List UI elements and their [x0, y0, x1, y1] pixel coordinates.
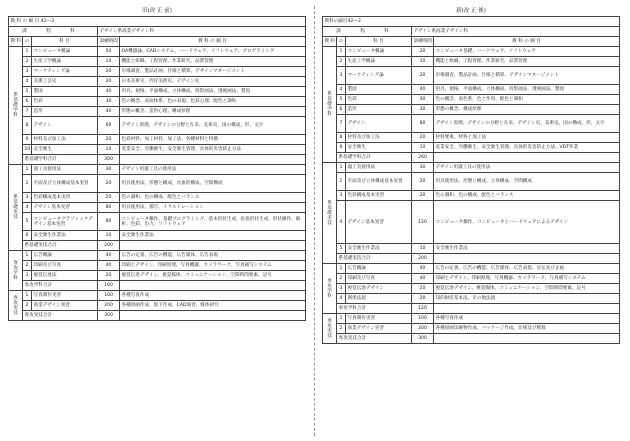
training-hours: 30 [412, 105, 434, 115]
subject-name: 色彩構成基本実習 [346, 191, 412, 201]
row-number: 2 [23, 57, 32, 67]
subject-name: 材料及び加工法 [346, 133, 412, 143]
table-row [323, 201, 620, 244]
training-hours: 20 [412, 67, 434, 85]
row-number: 1 [337, 264, 346, 274]
course-label: 課 程 科 [323, 27, 412, 37]
training-hours: 10 [412, 244, 434, 254]
training-hours: 20 [98, 135, 120, 145]
subtotal-row [323, 334, 620, 344]
table-row [9, 213, 306, 231]
row-number: 4 [337, 201, 346, 244]
row-number: 1 [337, 47, 346, 57]
subject-name: コンピュータ概論 [32, 47, 98, 57]
subject-detail: 形態の概念、構成原理 [434, 105, 620, 115]
subject-detail: 各種写真作成 [434, 314, 620, 324]
subject-name: 製図 [32, 87, 98, 97]
subject-detail: 形態の概念、造形心理、構成原理 [120, 107, 306, 117]
subject-name: 広告概論 [32, 251, 98, 261]
subtotal-label: 系基礎実技合計 [23, 241, 98, 251]
subject-detail: 各種原画印刷物作成、パッケージ作成、仕様及び積算 [434, 324, 620, 334]
subject-detail: 用具、規格、平面構成、立体構成、投影画法、透視画法、製図 [434, 85, 620, 95]
table-row [9, 57, 306, 67]
training-hours: 200 [98, 301, 120, 311]
group-name: 系基礎実技 [327, 200, 332, 226]
table-row [323, 47, 620, 57]
row-number: 4 [23, 203, 32, 213]
subtotal-row [9, 241, 306, 251]
subject-name: 関係法規 [346, 294, 412, 304]
panel-title: 旧(改 正 前) [142, 8, 172, 14]
subject-name: 色彩 [32, 97, 98, 107]
subject-detail: 色の概念、表色系、色と作用、配色と調和 [434, 95, 620, 105]
group-label [323, 264, 337, 314]
subtotal-row [9, 281, 306, 291]
subject-name: 安全衛生 [346, 143, 412, 153]
training-hours: 20 [98, 67, 120, 77]
group-label [9, 47, 23, 165]
training-hours: 100 [412, 314, 434, 324]
subtotal-empty [120, 281, 306, 291]
row-number: 1 [23, 47, 32, 57]
subject-detail: 市場調査、製品計画、仕様と積算、デザインマネージメント [434, 67, 620, 85]
subtotal-row [323, 254, 620, 264]
training-hours: 10 [412, 57, 434, 67]
subject-detail: 市場調査、製品計画、仕様と積算、デザインマネージメント [120, 67, 306, 77]
subtotal-label: 専攻学科合計 [337, 304, 412, 314]
training-hours: 80 [98, 203, 120, 213]
row-number: 7 [23, 107, 32, 117]
training-hours: 20 [98, 175, 120, 193]
subject-name: 器工具使用法 [32, 165, 98, 175]
subject-name: 視覚伝達法 [32, 271, 98, 281]
subject-detail: 知的財産基本法、その他法規 [434, 294, 620, 304]
training-hours: 10 [98, 57, 120, 67]
subject-detail: OA機器論、CADシステム、ハードウェア、ソフトウェア、プログラミング [120, 47, 306, 57]
row-number: 8 [337, 133, 346, 143]
subject-detail: デザイン用器工具の使用法 [434, 163, 620, 173]
subtotal-hours: 260 [412, 153, 434, 163]
row-number: 5 [23, 87, 32, 97]
subject-detail: 用具、規格、平面構成、立体構成、投影画法、透視画法、製図 [120, 87, 306, 97]
training-hours: 30 [412, 163, 434, 173]
subject-detail: 機能と組織、工程管理、作業研究、品質管理 [434, 57, 620, 67]
subtotal-row [9, 155, 306, 165]
training-hours: 20 [412, 173, 434, 191]
subtotal-row [323, 153, 620, 163]
curriculum-table [8, 16, 306, 321]
table-row [323, 173, 620, 191]
subtotal-label: 系基礎学科合計 [23, 155, 98, 165]
panel-title: 新(改 正 後) [456, 8, 486, 14]
row-number: 2 [23, 261, 32, 271]
subject-detail: 広告の定義、広告の機能、広告媒体、広告表現、宣伝及び企画 [434, 264, 620, 274]
row-number: 6 [23, 231, 32, 241]
row-number: 10 [23, 145, 32, 155]
group-label [9, 165, 23, 251]
subtotal-label: 専攻学科合計 [23, 281, 98, 291]
row-number: 3 [337, 284, 346, 294]
training-hours: 200 [412, 324, 434, 334]
subtotal-hours: 200 [98, 241, 120, 251]
table-row [9, 291, 306, 301]
header-cell: 訓練時間 [412, 37, 434, 47]
table-row [323, 85, 620, 95]
course-value: デザイン系商業デザイン科 [98, 27, 306, 37]
subject-name: 平面及び立体構成基本実習 [32, 175, 98, 193]
header-row [323, 37, 620, 47]
header-cell: 教 科 [323, 37, 337, 47]
subtotal-row [323, 304, 620, 314]
group-label [9, 251, 23, 291]
subject-detail: 機能と組織、工程管理、作業研究、品質管理 [120, 57, 306, 67]
subtotal-row [9, 311, 306, 321]
subject-detail: 各種原画作成、版下作成、CAD演習、媒体研究 [120, 301, 306, 311]
meta-label: 教科の細目42―3 [323, 17, 620, 27]
subject-detail: 色の調和、色の構成、配色とバランス [434, 191, 620, 201]
subject-name: 商業デザイン実習 [32, 301, 98, 311]
row-number: 3 [23, 67, 32, 77]
subject-name: 印刷及び写真 [32, 261, 98, 271]
subject-detail: 産業安全、労働衛生、安全衛生管理、具体的災害防止方法 [120, 145, 306, 155]
table-row [9, 87, 306, 97]
training-hours: 40 [412, 274, 434, 284]
group-name: 系基礎学科 [327, 92, 332, 117]
row-number: 9 [23, 135, 32, 145]
table-row [9, 251, 306, 261]
subtotal-empty [120, 155, 306, 165]
table-row [323, 274, 620, 284]
row-number: 3 [23, 271, 32, 281]
row-number: 3 [23, 193, 32, 203]
subtotal-hours: 120 [412, 304, 434, 314]
subtotal-hours: 300 [98, 311, 120, 321]
subject-name: 安全衛生 [32, 145, 98, 155]
table-row [9, 193, 306, 203]
training-hours: 40 [98, 261, 120, 271]
subtotal-empty [120, 311, 306, 321]
row-number: 5 [337, 95, 346, 105]
subject-name: デザイン [32, 117, 98, 135]
header-cell: 教 科 [9, 37, 23, 47]
subject-detail: 日本美術史、西洋美術史、デザイン史 [120, 77, 306, 87]
header-cell: 訓練時間 [98, 37, 120, 47]
table-row [9, 47, 306, 57]
subject-detail: 色彩材料、加工材料、加工法、各種材料と特徴 [120, 135, 306, 145]
subject-name: 平面及び立体構成基本実習 [346, 173, 412, 191]
subject-name: 造形 [32, 107, 98, 117]
subject-name: 製図 [346, 85, 412, 95]
subject-detail: 広告の定義、広告の機能、広告媒体、広告表現 [120, 251, 306, 261]
table-row [323, 314, 620, 324]
table-row [323, 191, 620, 201]
training-hours: 30 [98, 165, 120, 175]
subtotal-hours: 100 [98, 281, 120, 291]
training-hours: 30 [98, 97, 120, 107]
subject-detail: 視覚伝達デザイン、視覚媒体、コミュニケーション、空間時間要素、記号 [120, 271, 306, 281]
training-hours: 10 [412, 143, 434, 153]
subject-detail: コンピュータ操作、基礎プログラミング、基本形状生成、拡張形状生成、形状操作、解析、色彩、出力、ソフトウェア [120, 213, 306, 231]
subtotal-empty [434, 334, 620, 344]
subject-name: コンピュータ概論 [346, 47, 412, 57]
page-divider [314, 6, 315, 436]
row-number: 1 [23, 165, 32, 175]
row-number: 1 [23, 251, 32, 261]
course-row [9, 27, 306, 37]
subtotal-empty [120, 241, 306, 251]
panel-new [322, 6, 620, 344]
table-row [323, 324, 620, 334]
row-number: 1 [23, 291, 32, 301]
subject-detail: 印刷とデザイン、印刷原理、写真機器、カメラワーク、写真補写システム [434, 274, 620, 284]
subject-name: 色彩構成基本実習 [32, 193, 98, 203]
table-row [9, 261, 306, 271]
subtotal-empty [434, 304, 620, 314]
subject-name: 色彩 [346, 95, 412, 105]
header-cell: 科 目 [346, 37, 412, 47]
training-hours: 50 [98, 47, 120, 57]
subject-name: 造形 [346, 105, 412, 115]
training-hours: 20 [98, 77, 120, 87]
table-row [323, 95, 620, 105]
group-name: 系基礎実技 [13, 195, 18, 220]
subject-detail: デザイン用器工具の使用法 [120, 165, 306, 175]
row-number: 4 [337, 85, 346, 95]
row-number: 9 [337, 143, 346, 153]
subject-name: 器工具使用法 [346, 163, 412, 173]
row-number: 6 [23, 97, 32, 107]
subject-detail: デザイン原理、デザインの分野と在来、デザイン史、美術史、国の構成、形、文字 [434, 115, 620, 133]
subject-detail: 視覚伝達デザイン、視覚媒体、コミュニケーション、空間時間要素、記号 [434, 284, 620, 294]
table-row [9, 97, 306, 107]
meta-row [9, 17, 306, 27]
subtotal-empty [434, 153, 620, 163]
table-row [323, 163, 620, 173]
subject-detail: 各種写真作成 [120, 291, 306, 301]
meta-label: 教 科 の 細 目 42―3 [9, 17, 306, 27]
group-name: 系基礎学科 [13, 93, 18, 118]
curriculum-table [322, 16, 620, 344]
header-cell: の [23, 37, 32, 47]
subject-name: 写真制作実習 [32, 291, 98, 301]
table-row [323, 133, 620, 143]
row-number: 4 [337, 294, 346, 304]
course-label: 課 程 科 [9, 27, 98, 37]
subtotal-hours: 300 [412, 334, 434, 344]
subject-detail: 安全衛生作業法 [120, 231, 306, 241]
subject-name: 生産工学概論 [346, 57, 412, 67]
subject-name: 広告概論 [346, 264, 412, 274]
subject-name: 安全衛生作業法 [32, 231, 98, 241]
row-number: 2 [337, 274, 346, 284]
table-row [9, 77, 306, 87]
row-number: 3 [337, 67, 346, 85]
group-name: 専攻学科 [13, 260, 18, 281]
subject-name: デザイン基本実習 [346, 201, 412, 244]
table-row [323, 264, 620, 274]
row-number: 8 [23, 117, 32, 135]
subject-detail: 色の調和、色の構成、配色とバランス [120, 193, 306, 203]
header-cell: 教 科 の 細 目 [434, 37, 620, 47]
header-cell: の [337, 37, 346, 47]
row-number: 6 [337, 105, 346, 115]
training-hours: 120 [412, 201, 434, 244]
header-cell: 科 目 [32, 37, 98, 47]
subject-detail: 材料要素、材料と加工法 [434, 133, 620, 143]
training-hours: 40 [98, 107, 120, 117]
group-name: 専攻実技 [13, 295, 18, 316]
course-row [323, 27, 620, 37]
table-row [9, 107, 306, 117]
row-number: 2 [337, 173, 346, 191]
table-row [323, 105, 620, 115]
subject-detail: 用具使用法、形態と構成、立体構成、空間構成 [434, 173, 620, 191]
table-row [323, 244, 620, 254]
subtotal-label: 専攻実技合計 [337, 334, 412, 344]
row-number: 2 [337, 324, 346, 334]
group-label [323, 163, 337, 264]
training-hours: 10 [98, 145, 120, 155]
table-row [323, 143, 620, 153]
training-hours: 30 [412, 95, 434, 105]
subject-detail: 色の概念、表面体系、色の表現、色彩心理、配色と調和 [120, 97, 306, 107]
group-label [323, 314, 337, 344]
table-row [323, 115, 620, 133]
row-number: 7 [337, 115, 346, 133]
subject-name: 商業デザイン実習 [346, 324, 412, 334]
table-row [9, 135, 306, 145]
subject-detail: 安全衛生作業法 [434, 244, 620, 254]
group-label [323, 47, 337, 163]
subject-name: 安全衛生作業法 [346, 244, 412, 254]
subject-name: 材料及び加工法 [32, 135, 98, 145]
training-hours: 80 [98, 213, 120, 231]
training-hours: 100 [98, 291, 120, 301]
subtotal-label: 専攻実技合計 [23, 311, 98, 321]
training-hours: 20 [412, 133, 434, 143]
subject-detail: コンピュータ基礎、ハードウェア、ソフトウェア [434, 47, 620, 57]
table-row [323, 57, 620, 67]
subtotal-empty [434, 254, 620, 264]
header-cell: 教 科 の 細 目 [120, 37, 306, 47]
table-row [9, 203, 306, 213]
training-hours: 20 [412, 47, 434, 57]
row-number: 3 [337, 191, 346, 201]
subject-name: 美術工芸史 [32, 77, 98, 87]
subtotal-label: 系基礎実技合計 [337, 254, 412, 264]
subject-name: マーケティング論 [346, 67, 412, 85]
subject-name: マーケティング論 [32, 67, 98, 77]
table-row [9, 145, 306, 155]
table-row [9, 117, 306, 135]
subtotal-hours: 200 [412, 254, 434, 264]
table-row [9, 231, 306, 241]
row-number: 2 [23, 175, 32, 193]
training-hours: 20 [412, 191, 434, 201]
training-hours: 40 [412, 264, 434, 274]
panel-old [8, 6, 306, 321]
group-name: 専攻学科 [327, 278, 332, 299]
training-hours: 20 [412, 294, 434, 304]
group-label [9, 291, 23, 321]
row-number: 2 [337, 57, 346, 67]
meta-row [323, 17, 620, 27]
course-value: デザイン系商業デザイン科 [412, 27, 620, 37]
training-hours: 80 [412, 115, 434, 133]
subject-name: 生産工学概論 [32, 57, 98, 67]
training-hours: 20 [98, 193, 120, 203]
group-name: 専攻実技 [327, 318, 332, 339]
subtotal-hours: 300 [98, 155, 120, 165]
table-row [323, 294, 620, 304]
table-row [9, 301, 306, 311]
row-number: 5 [23, 213, 32, 231]
table-row [9, 175, 306, 193]
subject-detail: 印刷とデザイン、印刷原理、写真機器、カメラワーク、写真補写システム [120, 261, 306, 271]
table-row [9, 165, 306, 175]
subject-name: 視覚伝達デザイン [346, 284, 412, 294]
row-number: 1 [337, 163, 346, 173]
subject-detail: コンピュータ操作、コンピュータとハードウェアによるデザイン [434, 201, 620, 244]
row-number: 4 [23, 77, 32, 87]
training-hours: 20 [98, 271, 120, 281]
subject-name: コンピュータグラフィックデザイン基本実習 [32, 213, 98, 231]
training-hours: 40 [98, 251, 120, 261]
training-hours: 40 [98, 87, 120, 97]
table-row [323, 67, 620, 85]
training-hours: 10 [98, 231, 120, 241]
subject-name: デザイン [346, 115, 412, 133]
table-row [9, 271, 306, 281]
training-hours: 60 [98, 117, 120, 135]
subject-detail: 用具使用法、形態と構成、具象的構成、空間構成 [120, 175, 306, 193]
subject-detail: 産業安全、労働衛生、安全衛生管理、具体的災害防止方法、VDT作業 [434, 143, 620, 153]
subject-name: 印刷及び写真 [346, 274, 412, 284]
subject-name: デザイン基本実習 [32, 203, 98, 213]
table-row [9, 67, 306, 77]
row-number: 1 [337, 314, 346, 324]
training-hours: 20 [412, 284, 434, 294]
row-number: 5 [337, 244, 346, 254]
subject-detail: 用具使用法、描写、イラストレーション [120, 203, 306, 213]
subject-detail: デザイン原理、デザインの分野と在来、美術史、国の構成、形、文字 [120, 117, 306, 135]
header-row [9, 37, 306, 47]
row-number: 2 [23, 301, 32, 311]
training-hours: 40 [412, 85, 434, 95]
table-row [323, 284, 620, 294]
subject-name: 写真制作実習 [346, 314, 412, 324]
subtotal-label: 系基礎学科合計 [337, 153, 412, 163]
